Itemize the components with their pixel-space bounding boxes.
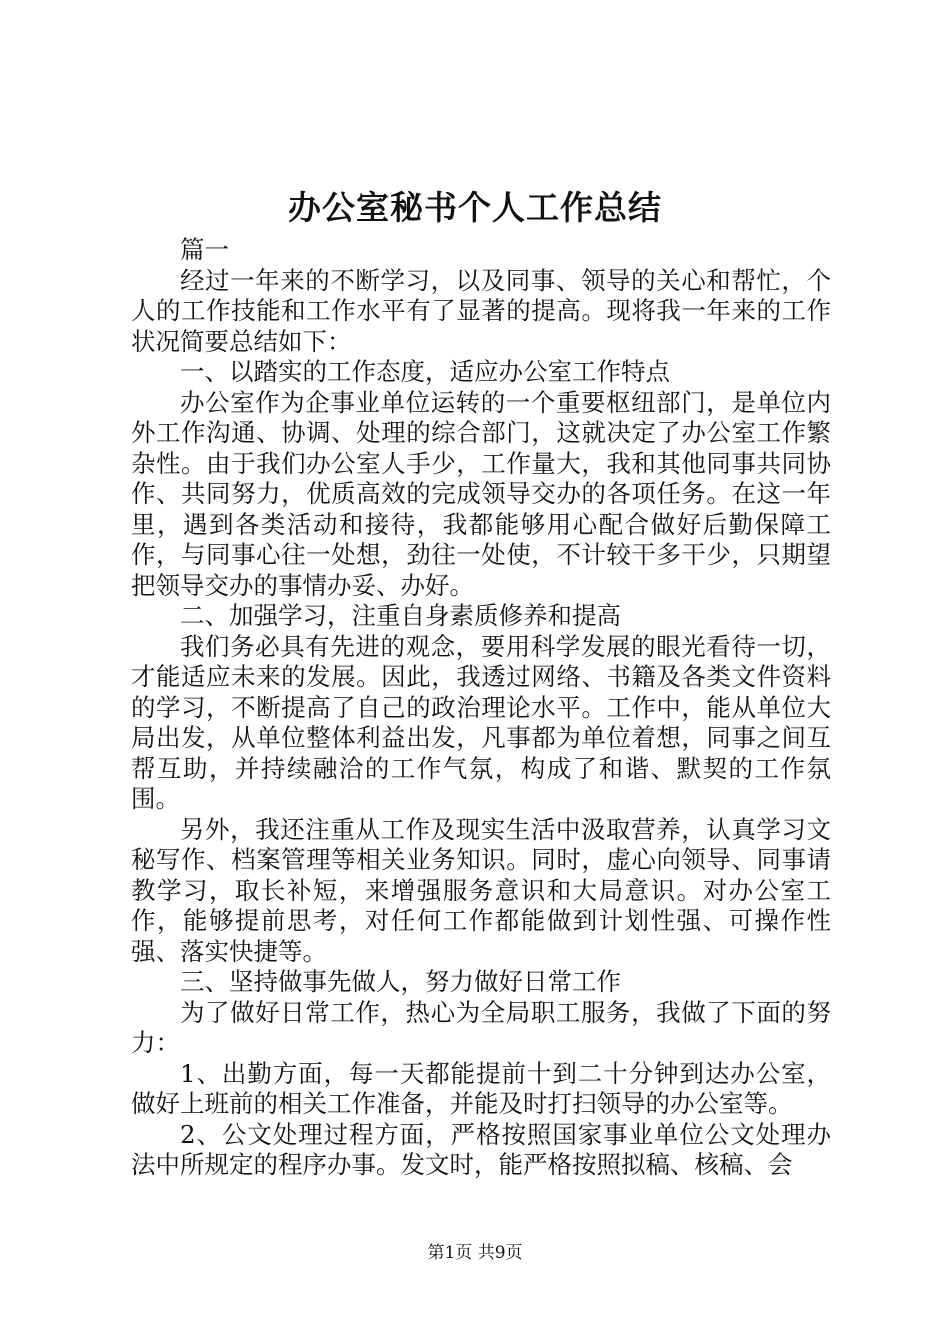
heading-section-3: 三、坚持做事先做人，努力做好日常工作 xyxy=(180,967,621,996)
heading-section-1: 一、以踏实的工作态度，适应办公室工作特点 xyxy=(180,357,670,386)
document-title: 办公室秘书个人工作总结 xyxy=(288,188,662,227)
document-body xyxy=(131,235,831,1181)
paragraph-section-3: 为了做好日常工作，热心为全局职工服务，我做了下面的努力： xyxy=(131,997,831,1057)
heading-section-2: 二、加强学习，注重自身素质修养和提高 xyxy=(180,601,621,630)
paragraph-section-1: 办公室作为企事业单位运转的一个重要枢纽部门，是单位内外工作沟通、协调、处理的综合部门，这就决定了办公室工作繁杂性。由于我们办公室人手少，工作量大，我和其他同事共同协作、共同努力，优质高效的完成领导交办的各项任务。在这一年里，遇到各类活动和接待，我都能够用心配合做好后勤保障工作，与同事心往一处想，劲往一处使，不计较干多干少，只期望把领导交办的事情办妥、办好。 xyxy=(131,387,831,600)
page-number-footer: 第1页 共9页 xyxy=(427,1243,523,1263)
paragraph-section-2b: 另外，我还注重从工作及现实生活中汲取营养，认真学习文秘写作、档案管理等相关业务知识。同时，虚心向领导、同事请教学习，取长补短，来增强服务意识和大局意识。对办公室工作，能够提前思考，对任何工作都能做到计划性强、可操作性强、落实快捷等。 xyxy=(131,814,831,966)
list-item-2: 2、公文处理过程方面，严格按照国家事业单位公文处理办法中所规定的程序办事。发文时，能严格按照拟稿、核稿、会 xyxy=(131,1119,831,1179)
section-label: 篇一 xyxy=(180,235,229,264)
list-item-1: 1、出勤方面，每一天都能提前十到二十分钟到达办公室，做好上班前的相关工作准备，并能及时打扫领导的办公室等。 xyxy=(131,1058,831,1118)
paragraph-intro: 经过一年来的不断学习，以及同事、领导的关心和帮忙，个人的工作技能和工作水平有了显著的提高。现将我一年来的工作状况简要总结如下： xyxy=(131,265,831,356)
paragraph-section-2a: 我们务必具有先进的观念，要用科学发展的眼光看待一切，才能适应未来的发展。因此，我透过网络、书籍及各类文件资料的学习，不断提高了自己的政治理论水平。工作中，能从单位大局出发，从单位整体利益出发，凡事都为单位着想，同事之间互帮互助，并持续融洽的工作气氛，构成了和谐、默契的工作氛围。 xyxy=(131,631,831,813)
